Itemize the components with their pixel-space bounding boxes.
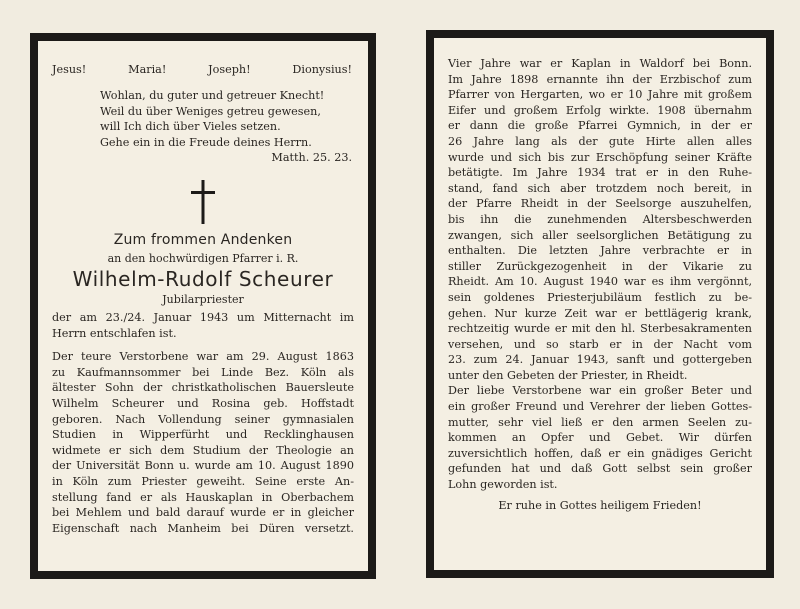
left-page [30,33,376,579]
scripture-verse [52,88,354,166]
text-line: gefunden hat und daß Gott selbst sein großer [448,462,752,476]
text-line: gehen. Nur kurze Zeit war er bettlägerig krank, [448,306,752,320]
text-line: betätigte. Im Jahre 1934 trat er in den Ruhe- [448,166,752,180]
text-line: Wilhelm Scheurer und Rosina geb. Hoffstadt [52,396,354,410]
text-line: geboren. Nach Vollendung seiner gymnasialen [52,412,354,426]
biography [52,349,354,536]
text-line: mutter, sehr viel ließ er den armen Seelen zu- [448,415,752,429]
text-line: 26 Jahre lang als der gute Hirte allen alles [448,134,752,148]
invocation-maria: Maria! [128,63,167,76]
text-line: Der liebe Verstorbene war ein großer Beter und [448,384,752,398]
text-line: rechtzeitig wurde er mit den hl. Sterbesakramenten [448,322,752,336]
text-line: Der teure Verstorbene war am 29. August 1863 [52,350,354,364]
text-line: der Universität Bonn u. wurde am 10. August 1890 [52,459,354,473]
deceased-name: Wilhelm-Rudolf Scheurer [72,266,334,291]
text-line: zu Kaufmannsommer bei Linde Bez. Köln als [52,365,354,379]
text-line: Eifer und großem Erfolg wirkte. 1908 übernahm [448,103,752,117]
verse-line: will Ich dich über Vieles setzen. [100,120,281,134]
text-line: kommen an Opfer und Gebet. Wir dürfen [448,431,752,445]
text-line: der Pfarre Rheidt in der Seelsorge auszuhelfen, [448,197,752,211]
verse-line: Weil du über Weniges getreu gewesen, [100,104,321,118]
text-line: stand, fand sich aber trotzdem noch bereit, in [448,181,752,195]
text-line: Rheidt. Am 10. August 1940 war es ihm vergönnt, [448,275,752,289]
text-line: in Köln zum Priester geweiht. Seine erste An- [52,474,354,488]
text-line: 23. zum 24. Januar 1943, sanft und gottergeben [448,353,752,367]
text-line: unter den Gebeten der Priester, in Rheidt. [448,368,688,382]
invocation-jesus: Jesus! [52,63,87,76]
invocation-dionysius: Dionysius! [292,63,352,76]
deceased-title: Jubilarpriester [162,292,244,306]
text-line: Im Jahre 1898 ernannte ihn der Erzbischof zum [448,72,752,86]
text-line: wurde und sich bis zur Erschöpfung seiner Kräfte [448,150,752,164]
text-line: enthalten. Die letzten Jahre verbrachte er in [448,244,752,258]
text-line: zwangen, sich aller seelsorglichen Betätigung zu [448,228,752,242]
invocation-joseph: Joseph! [208,63,251,76]
text-line: ein großer Freund und Verehrer der lieben Gottes- [448,400,752,414]
right-page [426,30,774,578]
text-line: Studien in Wipperfürht und Recklinghausen [52,428,354,442]
text-line: Vier Jahre war er Kaplan in Waldorf bei Bonn. [448,57,752,70]
text-line: versehen, und so starb er in der Nacht vom [448,337,752,351]
dedication-line: an den hochwürdigen Pfarrer i. R. [107,251,299,265]
text-line: bis ihn die zunehmenden Altersbeschwerden [448,212,752,226]
text-line: er dann die große Pfarrei Gymnich, in der er [448,119,752,133]
text-line: ältester Sohn der christkatholischen Bauersleute [52,381,354,395]
text-line: stellung fand er als Hauskaplan in Oberbachem [52,490,354,504]
text-line: Eigenschaft nach Manheim bei Düren versetzt. [52,521,354,535]
memorial-heading: Zum frommen Andenken [113,231,293,248]
cross-icon [191,180,215,224]
text-line: Lohn geworden ist. [448,478,558,492]
text-line: sein goldenes Priesterjubiläum festlich zu be- [448,290,752,304]
death-notice [52,310,354,341]
text-line: der am 23./24. Januar 1943 um Mitternacht im [52,310,354,324]
text-line: Pfarrer von Hergarten, wo er 10 Jahre mit großem [448,88,752,102]
closing-prayer: Er ruhe in Gottes heiligem Frieden! [498,498,702,512]
text-line: bei Mehlem und bald darauf wurde er in gleicher [52,506,354,520]
verse-line: Wohlan, du guter und getreuer Knecht! [100,89,325,102]
invocation-line [52,63,354,76]
text-line: Herrn entschlafen ist. [52,326,177,340]
text-line: zuversichtlich hoffen, daß er ein gnädiges Gericht [448,446,752,460]
verse-line: Gehe ein in die Freude deines Herrn. [100,135,312,149]
verse-reference: Matth. 25. 23. [271,151,352,165]
text-line: stiller Zurückgezogenheit in der Vikarie zu [448,259,752,273]
text-line: widmete er sich dem Studium der Theologie an [52,443,354,457]
life-story [448,56,752,493]
